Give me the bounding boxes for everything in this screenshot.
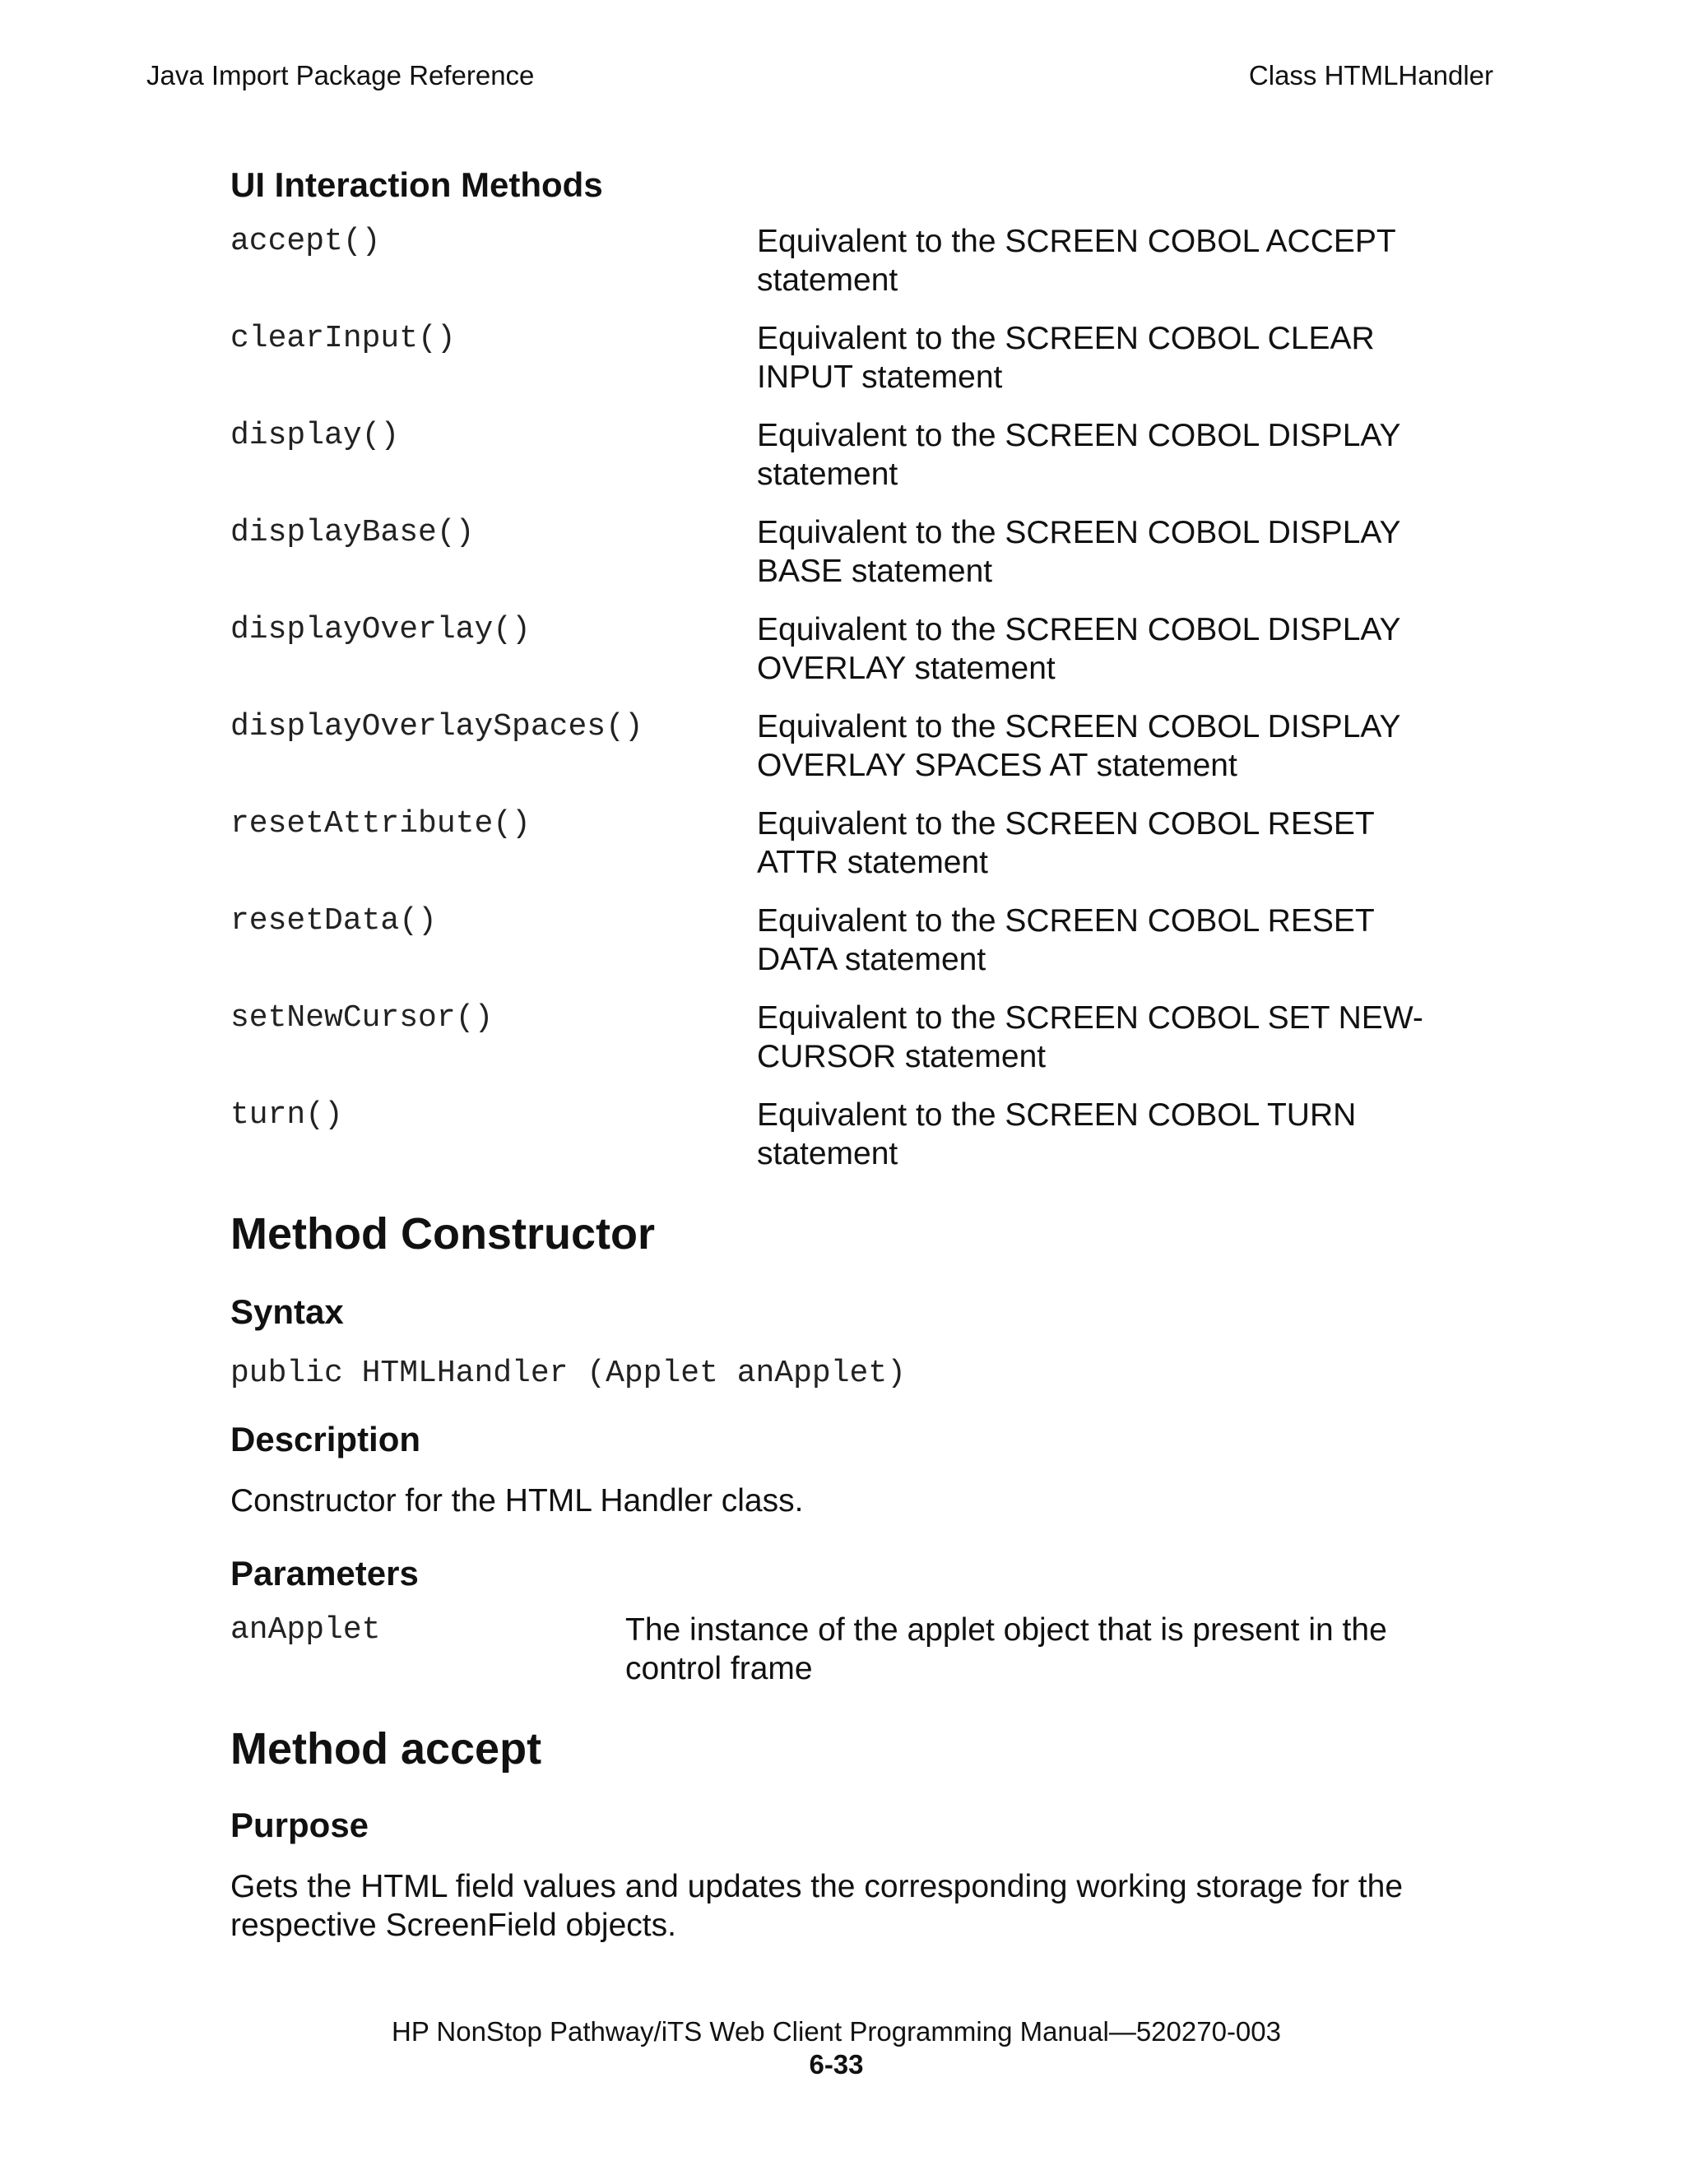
footer-manual-title: HP NonStop Pathway/iTS Web Client Programming Manual—520270-003 [391, 2016, 1281, 2047]
method-row-displayoverlay [230, 610, 1465, 688]
method-description [757, 707, 1448, 785]
description-line: Equivalent to the SCREEN COBOL ACCEPT [757, 224, 1396, 259]
method-description [757, 902, 1448, 979]
running-header-right: Class HTMLHandler [1248, 60, 1493, 90]
description-line: Equivalent to the SCREEN COBOL RESET [757, 903, 1375, 939]
method-row-resetdata [230, 902, 1465, 979]
method-row-displaybase [230, 513, 1465, 591]
parameter-row [230, 1611, 1465, 1688]
description-line: Equivalent to the SCREEN COBOL TURN [757, 1097, 1357, 1133]
purpose-line: Gets the HTML field values and updates the corresponding working storage for the [230, 1869, 1404, 1904]
description-line: ATTR statement [757, 845, 989, 880]
constructor-section-title: Method Constructor [230, 1209, 655, 1259]
page-number: 6-33 [809, 2049, 864, 2080]
method-row-setnewcursor [230, 999, 1465, 1076]
method-description [757, 610, 1448, 688]
method-name: accept() [230, 224, 381, 259]
description-line: statement [757, 457, 898, 492]
description-line: Equivalent to the SCREEN COBOL DISPLAY [757, 612, 1401, 647]
method-row-accept [230, 222, 1465, 299]
method-description [757, 222, 1448, 299]
method-description [757, 513, 1448, 591]
accept-section-title: Method accept [230, 1724, 542, 1774]
method-name: displayOverlaySpaces() [230, 709, 643, 744]
ui-methods-table [230, 222, 1465, 1173]
method-row-resetattribute [230, 805, 1465, 882]
method-description [757, 319, 1448, 396]
description-line: statement [757, 262, 898, 298]
method-name: turn() [230, 1097, 343, 1133]
description-line: Equivalent to the SCREEN COBOL SET NEW- [757, 1000, 1423, 1036]
description-line: DATA statement [757, 942, 986, 977]
description-line: Equivalent to the SCREEN COBOL RESET [757, 806, 1375, 842]
method-row-displayoverlayspaces [230, 707, 1465, 785]
page-content [230, 165, 1465, 1945]
method-row-display [230, 416, 1465, 494]
method-row-turn [230, 1096, 1465, 1173]
description-line: Equivalent to the SCREEN COBOL DISPLAY [757, 709, 1401, 744]
method-row-clearinput [230, 319, 1465, 396]
description-line: The instance of the applet object that is present in the [625, 1612, 1387, 1648]
method-description [757, 416, 1448, 494]
parameter-description [625, 1611, 1465, 1688]
purpose-heading: Purpose [230, 1806, 369, 1844]
constructor-syntax: public HTMLHandler (Applet anApplet) [230, 1356, 906, 1391]
description-heading: Description [230, 1420, 421, 1458]
ui-methods-heading: UI Interaction Methods [230, 165, 603, 204]
constructor-description: Constructor for the HTML Handler class. [230, 1483, 804, 1519]
accept-purpose [230, 1867, 1465, 1945]
method-name: resetAttribute() [230, 806, 531, 842]
method-name: resetData() [230, 903, 437, 939]
description-line: Equivalent to the SCREEN COBOL DISPLAY [757, 418, 1401, 453]
description-line: control frame [625, 1651, 813, 1686]
method-description [757, 805, 1448, 882]
method-name: display() [230, 418, 400, 453]
method-name: displayOverlay() [230, 612, 531, 647]
description-line: OVERLAY statement [757, 651, 1056, 686]
description-line: OVERLAY SPACES AT statement [757, 748, 1237, 783]
method-name: clearInput() [230, 321, 456, 356]
purpose-line: respective ScreenField objects. [230, 1908, 676, 1943]
method-description [757, 1096, 1448, 1173]
description-line: CURSOR statement [757, 1039, 1047, 1074]
method-name: setNewCursor() [230, 1000, 494, 1036]
syntax-heading: Syntax [230, 1292, 344, 1331]
parameters-heading: Parameters [230, 1554, 419, 1593]
page-footer [0, 2015, 1685, 2081]
description-line: BASE statement [757, 554, 993, 589]
description-line: Equivalent to the SCREEN COBOL CLEAR [757, 321, 1375, 356]
method-description [757, 999, 1448, 1076]
description-line: statement [757, 1136, 898, 1171]
parameter-name: anApplet [230, 1612, 381, 1648]
description-line: INPUT statement [757, 359, 1003, 395]
running-header-left: Java Import Package Reference [146, 60, 535, 90]
method-name: displayBase() [230, 515, 475, 550]
description-line: Equivalent to the SCREEN COBOL DISPLAY [757, 515, 1401, 550]
